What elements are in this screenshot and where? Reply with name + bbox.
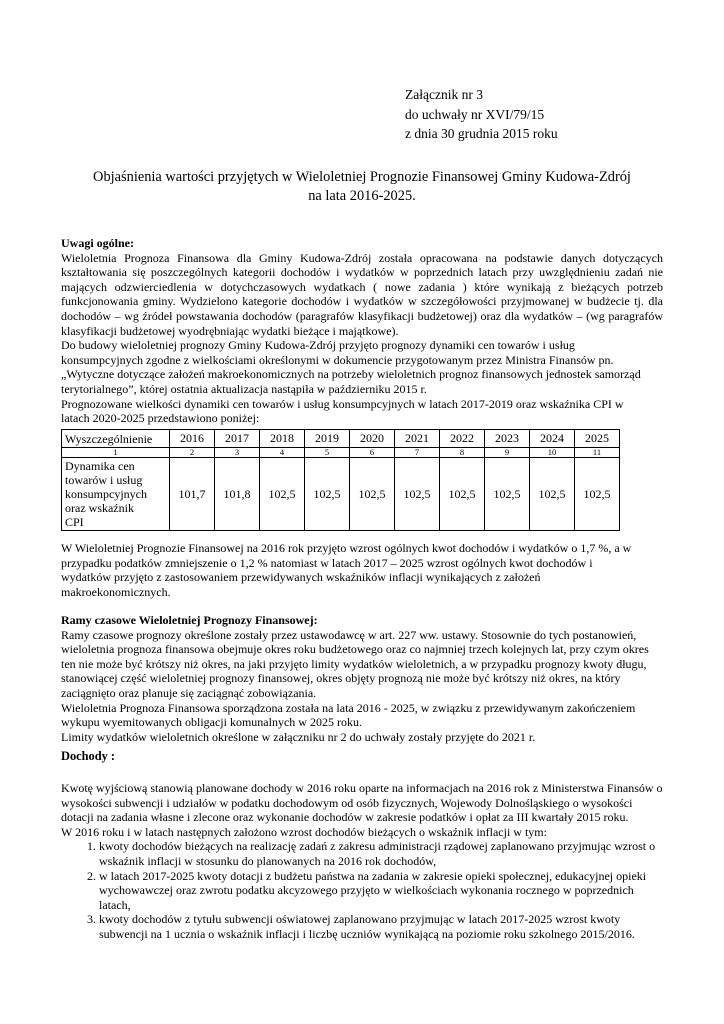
- cpi-column-number: 2: [170, 448, 215, 458]
- cpi-year-cell: 2018: [260, 430, 305, 448]
- general-remarks-section: [61, 236, 663, 426]
- cpi-column-number: 10: [530, 448, 575, 458]
- growth-line-1: W Wieloletniej Prognozie Finansowej na 2016 rok przyjęto wzrost ogólnych kwot dochodów i wydatków o 1,7 %, a w: [61, 541, 632, 555]
- cpi-value-cell: 102,5: [440, 458, 485, 531]
- cpi-column-number-row: [62, 448, 620, 458]
- growth-line-4: makroekonomicznych.: [61, 584, 171, 599]
- cpi-year-cell: 2024: [530, 430, 575, 448]
- income-heading: Dochody :: [61, 749, 116, 763]
- resolution-number: do uchwały nr XVI/79/15: [405, 106, 545, 122]
- general-paragraph-2: [61, 338, 663, 396]
- general-p3-line-2: latach 2020-2025 przedstawiono poniżej:: [61, 411, 260, 426]
- income-assumptions-list: [61, 839, 663, 941]
- time-frames-paragraph-3: Limity wydatków wieloletnich określone w załączniku nr 2 do uchwały zostały przyjęte do 2021 r.: [61, 729, 536, 744]
- cpi-year-cell: 2017: [215, 430, 260, 448]
- list-item: 1. kwoty dochodów bieżących na realizację zadań z zakresu administracji rządowej zaplanowano przyjmując wzrost o wskaźnik inflacji w stosunku do planowanych na 2016 rok dochodów,: [99, 839, 663, 868]
- cpi-value-cell: 101,8: [215, 458, 260, 531]
- general-p3-line-1: Prognozowane wielkości dynamiki cen towarów i usług konsumpcyjnych w latach 2017-2019 oraz wskaźnika CPI w: [61, 396, 624, 411]
- cpi-value-cell: 102,5: [395, 458, 440, 531]
- cpi-value-cell: 102,5: [260, 458, 305, 531]
- growth-assumptions-paragraph: [61, 541, 663, 599]
- time-frames-section: [61, 613, 663, 744]
- income-paragraph-1: Kwotę wyjściową stanowią planowane dochody w 2016 roku oparte na informacjach na 2016 rok z Ministerstwa Finansów o wysokości subwencji i udziałów w podatku dochodowym od osób fizycznych, Wojewody Dolnośląskiego o wysokości dotacji na zadania własne i zlecone oraz wykonanie dochodów w zakresie podatków i opłat za III kwartały 2015 roku.: [61, 781, 663, 825]
- cpi-year-cell: 2023: [485, 430, 530, 448]
- cpi-row-label: [62, 458, 170, 531]
- cpi-year-cell: 2019: [305, 430, 350, 448]
- cpi-column-number: 5: [305, 448, 350, 458]
- cpi-table: [61, 429, 620, 531]
- general-paragraph-1: Wieloletnia Prognoza Finansowa dla Gminy Kudowa-Zdrój została opracowana na podstawie danych dotyczących kształtowania się poszczególnych kategorii dochodów i wydatków w poprzednich latach przy uwzględnieniu zadań nie mających odzwierciedlenia w dotychczasowych wydatkach ( nowe zadania ) które wynikają z bieżących potrzeb funkcjonowania gminy. Wydzielono kategorie dochodów i wydatków w szczegółowości przyjmowanej w budżecie tj. dla dochodów – wg źródeł powstawania dochodów (paragrafów klasyfikacji budżetowej) oraz dla wydatków – (wg paragrafów klasyfikacji budżetowej wyodrębniając wydatki bieżące i majątkowe).: [61, 250, 663, 338]
- cpi-column-number: 1: [62, 448, 170, 458]
- cpi-column-number: 8: [440, 448, 485, 458]
- cpi-value-cell: 102,5: [575, 458, 620, 531]
- cpi-value-cell: 102,5: [305, 458, 350, 531]
- cpi-row-label-line: CPI: [65, 515, 84, 529]
- growth-line-3: wydatków przyjęto z zastosowaniem przewidywanych wskaźników inflacji wynikających z założeń: [61, 570, 541, 585]
- cpi-value-cell: 101,7: [170, 458, 215, 531]
- resolution-date: z dnia 30 grudnia 2015 roku: [405, 126, 558, 141]
- document-title: [60, 168, 664, 206]
- general-p2-line-3: „Wytyczne dotyczące założeń makroekonomicznych na potrzeby wieloletnich prognoz finansowych jednostek samorząd: [61, 367, 641, 382]
- time-frames-paragraph-2: Wieloletnia Prognoza Finansowa sporządzona została na lata 2016 - 2025, w związku z przewidywanym zakończeniem wykupu wyemitowanych obligacji komunalnych w 2025 roku.: [61, 700, 636, 730]
- cpi-column-number: 9: [485, 448, 530, 458]
- time-frames-heading: Ramy czasowe Wieloletniej Prognozy Finansowej:: [61, 613, 318, 627]
- cpi-column-number: 4: [260, 448, 305, 458]
- cpi-column-number: 7: [395, 448, 440, 458]
- cpi-year-cell: 2021: [395, 430, 440, 448]
- cpi-column-number: 6: [350, 448, 395, 458]
- list-item: 2. w latach 2017-2025 kwoty dotacji z budżetu państwa na zadania w zakresie opieki społecznej, edukacyjnej opieki wychowawczej oraz zwrotu podatku akcyzowego przyjęto w wielkościach wykonania rocznego w poprzednich latach,: [99, 869, 663, 913]
- cpi-header-label: Wyszczególnienie: [62, 430, 170, 448]
- cpi-row-label-line: oraz wskaźnik: [65, 501, 134, 515]
- general-p2-line-2: konsumpcyjnych zgodne z wielkościami określonymi w dokumencie przygotowanym przez Ministra Finansów pn.: [61, 352, 614, 367]
- cpi-year-cell: 2016: [170, 430, 215, 448]
- general-p2-line-4: terytorialnego”, której ostatnia aktualizacja nastąpiła w październiku 2015 r.: [61, 381, 427, 396]
- time-frames-paragraph-1: Ramy czasowe prognozy określone zostały przez ustawodawcę w art. 227 ww. ustawy. Stosownie do tych postanowień, wieloletnia prognoza finansowa obejmuje okres roku budżetowego oraz co najmniej trzech kolejnych lat, przy czym okres ten nie może być krótszy niż okres, na jaki przyjęto limity wydatków wieloletnich, a w przypadku prognozy kwoty długu, stanowiącej część wieloletniej prognozy finansowej, okres objęty prognozą nie może być krótszy niż okres, na który zaciągnięto oraz planuje się zaciągnąć zobowiązania.: [61, 627, 649, 700]
- cpi-row-label-line: Dynamika cen: [65, 459, 135, 473]
- cpi-year-cell: 2025: [575, 430, 620, 448]
- list-item: 3. kwoty dochodów z tytułu subwencji oświatowej zaplanowano przyjmując w latach 2017-2025 wzrost kwoty subwencji na 1 ucznia o wskaźnik inflacji i liczbę uczniów wynikającą na poziomie roku szkolnego 2015/2016.: [99, 912, 663, 941]
- cpi-column-number: 3: [215, 448, 260, 458]
- income-section: [61, 781, 663, 942]
- cpi-row-label-line: towarów i usług: [65, 473, 143, 487]
- cpi-value-cell: 102,5: [350, 458, 395, 531]
- cpi-value-cell: 102,5: [485, 458, 530, 531]
- cpi-year-cell: 2022: [440, 430, 485, 448]
- cpi-column-number: 11: [575, 448, 620, 458]
- cpi-header-row: [62, 430, 620, 448]
- income-paragraph-2: W 2016 roku i w latach następnych założono wzrost dochodów bieżących o wskaźnik inflacji w tym:: [61, 824, 547, 839]
- cpi-row-label-line: konsumpcyjnych: [65, 487, 147, 501]
- title-line-2: na lata 2016-2025.: [308, 188, 416, 204]
- attachment-number: Załącznik nr 3: [405, 87, 483, 102]
- general-paragraph-3: [61, 397, 663, 426]
- title-line-1: Objaśnienia wartości przyjętych w Wieloletniej Prognozie Finansowej Gminy Kudowa-Zdrój: [93, 169, 631, 185]
- cpi-values-row: [62, 458, 620, 531]
- general-p2-line-1: Do budowy wieloletniej prognozy Gminy Kudowa-Zdrój przyjęto prognozy dynamiki cen towarów i usług: [61, 338, 575, 353]
- attachment-note: [405, 85, 558, 144]
- general-remarks-heading: Uwagi ogólne:: [61, 236, 134, 250]
- cpi-value-cell: 102,5: [530, 458, 575, 531]
- growth-line-2: przypadku podatków zmniejszenie o 1,2 % natomiast w latach 2017 – 2025 wzrost ogólnych kwot dochodów i: [61, 555, 593, 570]
- cpi-year-cell: 2020: [350, 430, 395, 448]
